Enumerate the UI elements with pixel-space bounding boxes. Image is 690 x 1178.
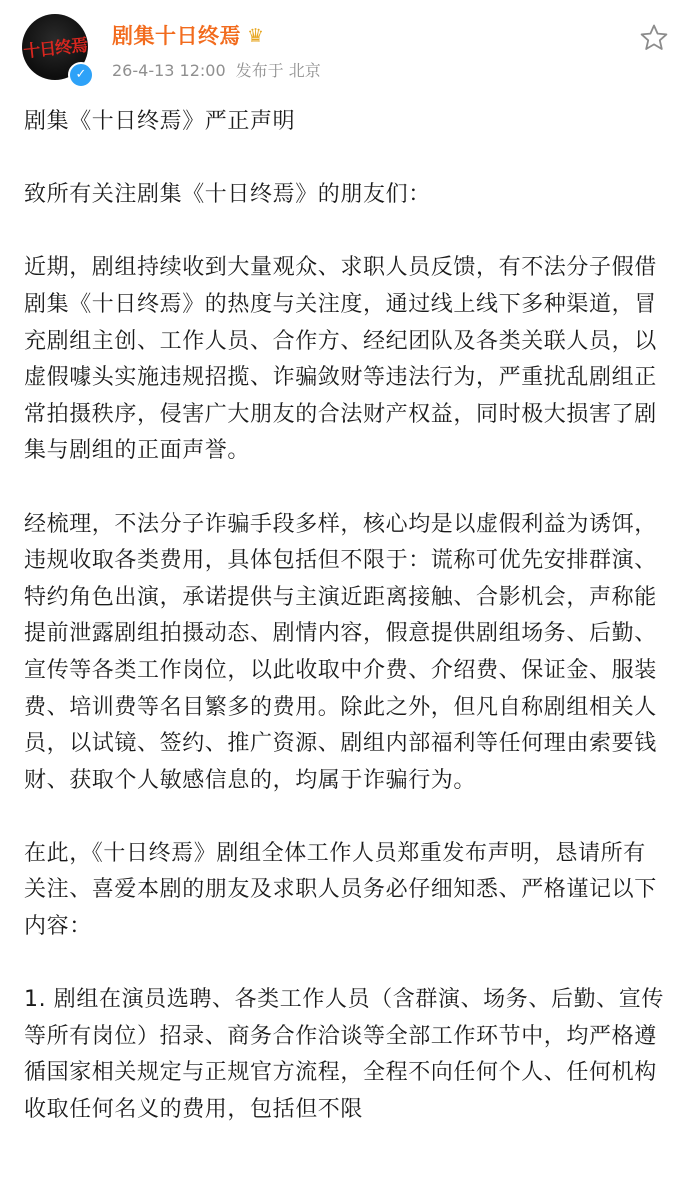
post-content xyxy=(24,104,668,1165)
statement-title: 剧集《十日终焉》严正声明 xyxy=(24,109,296,134)
statement-paragraph-2: 经梳理，不法分子诈骗手段多样，核心均是以虚假利益为诱饵，违规收取各类费用，具体包括但不限于：谎称可优先安排群演、特约角色出演，承诺提供与主演近距离接触、合影机会，声称能提前泄露剧组拍摄动态、剧情内容，假意提供剧组场务、后勤、宣传等各类工作岗位，以此收取中介费、介绍费、保证金、服装费、培训费等名目繁多的费用。除此之外，但凡自称剧组相关人员，以试镜、签约、推广资源、剧组内部福利等任何理由索要钱财、获取个人敏感信息的，均属于诈骗行为。 xyxy=(24,511,657,793)
statement-paragraph-4: 1. 剧组在演员选聘、各类工作人员（含群演、场务、后勤、宣传等所有岗位）招录、商务合作洽谈等全部工作环节中，均严格遵循国家相关规定与正规官方流程，全程不向任何个人、任何机构收取任何名义的费用，包括但不限 xyxy=(24,987,664,1123)
avatar-logo-text: 十日终焉 xyxy=(22,35,88,63)
author-name-text: 剧集十日终焉 xyxy=(112,24,241,48)
verified-badge-icon: ✓ xyxy=(68,62,94,88)
post-header xyxy=(0,0,690,98)
post-meta xyxy=(112,58,321,81)
author-name[interactable] xyxy=(112,20,265,50)
star-favorite-icon[interactable] xyxy=(638,22,670,54)
statement-paragraph-1: 近期，剧组持续收到大量观众、求职人员反馈，有不法分子假借剧集《十日终焉》的热度与关注度，通过线上线下多种渠道，冒充剧组主创、工作人员、合作方、经纪团队及各类关联人员，以虚假噱头实施违规招揽、诈骗敛财等违法行为，严重扰乱剧组正常拍摄秩序，侵害广大朋友的合法财产权益，同时极大损害了剧集与剧组的正面声誉。 xyxy=(24,255,657,464)
crown-icon: ♛ xyxy=(247,25,265,47)
watermark-overlay xyxy=(548,1134,688,1174)
statement-paragraph-3: 在此，《十日终焉》剧组全体工作人员郑重发布声明，恳请所有关注、喜爱本剧的朋友及求职人员务必仔细知悉、严格谨记以下内容： xyxy=(24,840,657,940)
statement-greeting: 致所有关注剧集《十日终焉》的朋友们： xyxy=(24,182,431,208)
post-location: 发布于 北京 xyxy=(235,61,321,80)
post-timestamp: 26-4-13 12:00 xyxy=(112,61,226,80)
